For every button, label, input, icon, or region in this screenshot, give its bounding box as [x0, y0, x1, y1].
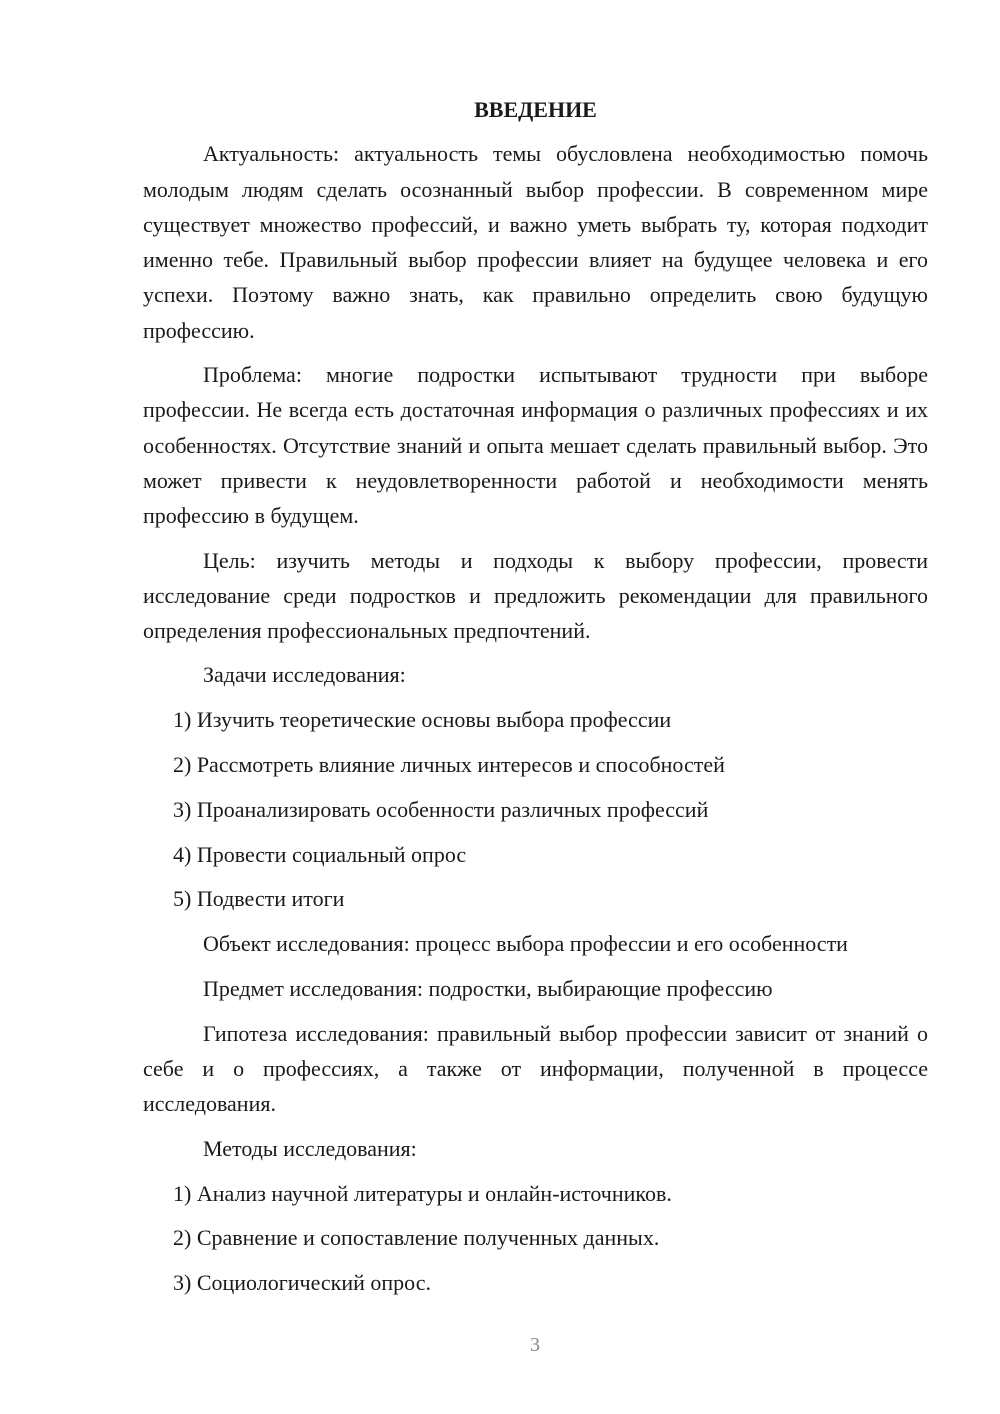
task-item: 2) Рассмотреть влияние личных интересов и способностей [173, 752, 725, 778]
task-item: 3) Проанализировать особенности различных профессий [173, 796, 709, 822]
research-subject: Предмет исследования: подростки, выбирающие профессию [203, 976, 773, 1002]
paragraph-problem: Проблема: многие подростки испытывают трудности при выборе профессии. Не всегда есть достаточная информация о различных профессиях и их особенностях. Отсутствие знаний и опыта мешает сделать правильный выбор. Это может привести к неудовлетворенности работой и необходимости менять профессию в будущем. [143, 362, 928, 529]
research-object: Объект исследования: процесс выбора профессии и его особенности [203, 931, 848, 957]
methods-label: Методы исследования: [203, 1135, 417, 1161]
paragraph-relevance: Актуальность: актуальность темы обусловлена необходимостью помочь молодым людям сделать осознанный выбор профессии. В современном мире существует множество профессий, и важно уметь выбрать ту, которая подходит именно тебе. Правильный выбор профессии влияет на будущее человека и его успехи. Поэтому важно знать, как правильно определить свою будущую профессию. [143, 141, 928, 343]
method-item: 2) Сравнение и сопоставление полученных данных. [173, 1225, 660, 1251]
document-page [143, 92, 928, 1310]
method-item: 1) Анализ научной литературы и онлайн-источников. [173, 1180, 672, 1206]
tasks-label: Задачи исследования: [203, 662, 406, 688]
task-item: 4) Провести социальный опрос [173, 841, 467, 867]
task-item: 5) Подвести итоги [173, 886, 345, 912]
paragraph-goal: Цель: изучить методы и подходы к выбору профессии, провести исследование среди подростков и предложить рекомендации для правильного определения профессиональных предпочтений. [143, 547, 928, 644]
paragraph-hypothesis: Гипотеза исследования: правильный выбор профессии зависит от знаний о себе и о профессиях, а также от информации, полученной в процессе исследования. [143, 1020, 928, 1117]
section-title: ВВЕДЕНИЕ [474, 97, 597, 122]
task-item: 1) Изучить теоретические основы выбора профессии [173, 707, 672, 733]
page-number: 3 [530, 1334, 540, 1356]
method-item: 3) Социологический опрос. [173, 1270, 431, 1296]
